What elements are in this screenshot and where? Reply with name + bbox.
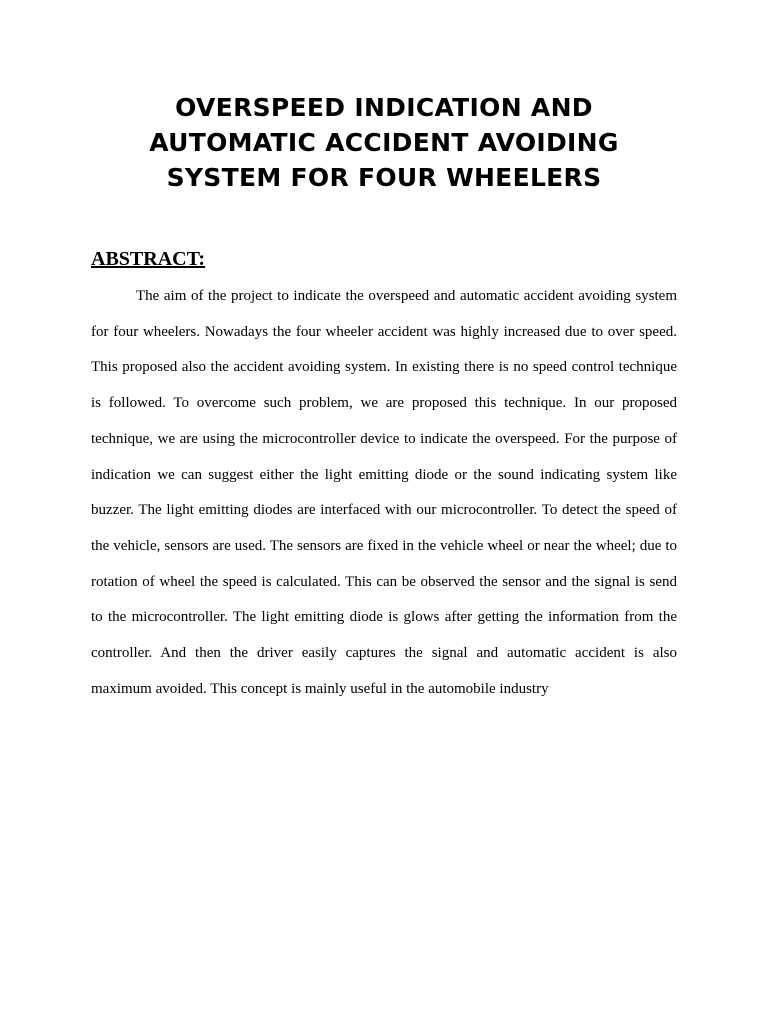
- document-title: [120, 90, 648, 195]
- abstract-line: is followed. To overcome such problem, we are proposed this technique. In our proposed: [91, 395, 677, 412]
- abstract-line: rotation of wheel the speed is calculated. This can be observed the sensor and the signal is send: [91, 573, 677, 590]
- title-line: SYSTEM FOR FOUR WHEELERS: [166, 163, 602, 192]
- abstract-line: This proposed also the accident avoiding system. In existing there is no speed control technique: [91, 359, 677, 376]
- title-line: AUTOMATIC ACCIDENT AVOIDING: [149, 128, 619, 157]
- abstract-line: The aim of the project to indicate the overspeed and automatic accident avoiding system: [136, 288, 677, 304]
- abstract-line: maximum avoided. This concept is mainly useful in the automobile industry: [91, 680, 549, 697]
- abstract-line: the vehicle, sensors are used. The sensors are fixed in the vehicle wheel or near the wheel; due to: [91, 537, 677, 554]
- abstract-line: controller. And then the driver easily captures the signal and automatic accident is also: [91, 645, 677, 662]
- abstract-line: to the microcontroller. The light emitting diode is glows after getting the information from the: [91, 609, 677, 626]
- abstract-line: technique, we are using the microcontroller device to indicate the overspeed. For the purpose of: [91, 430, 677, 447]
- abstract-paragraph: [91, 279, 677, 707]
- abstract-line: indication we can suggest either the light emitting diode or the sound indicating system like: [91, 466, 677, 483]
- abstract-heading: ABSTRACT:: [91, 248, 206, 270]
- abstract-line: for four wheelers. Nowadays the four wheeler accident was highly increased due to over speed.: [91, 323, 677, 340]
- title-line: OVERSPEED INDICATION AND: [175, 93, 593, 122]
- abstract-line: buzzer. The light emitting diodes are interfaced with our microcontroller. To detect the speed of: [91, 502, 677, 519]
